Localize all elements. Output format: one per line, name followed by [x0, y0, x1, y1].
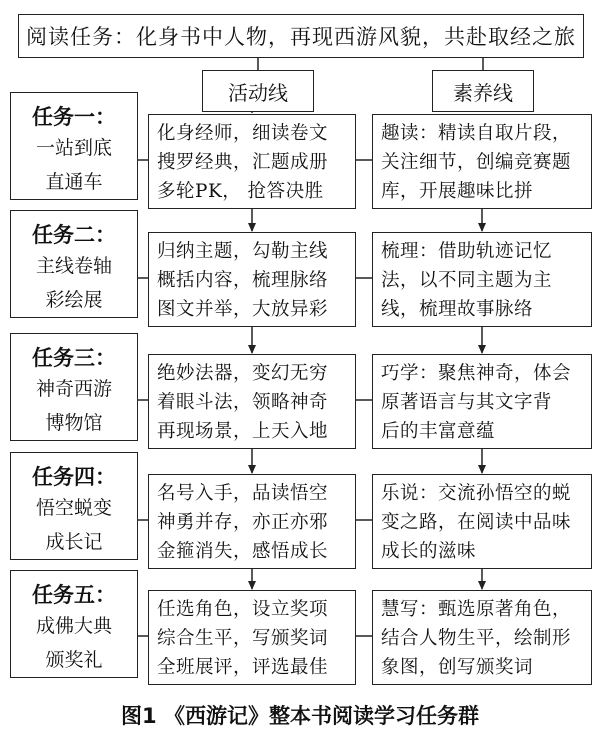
activity-line-header [202, 70, 314, 112]
task-2-subtitle-line-2: 彩绘展 [45, 289, 103, 311]
task-2-box [10, 210, 138, 318]
task-1-activity-line-2: 搜罗经典，汇题成册 [157, 152, 329, 173]
task-5-literacy-line-2: 结合人物生平，绘制形 [381, 628, 572, 649]
task-2-activity-line-3: 图文并举，大放异彩 [157, 299, 329, 320]
task-1-activity-line-3: 多轮PK， 抢答决胜 [157, 181, 324, 202]
reading-task-title: 阅读任务：化身书中人物，再现西游风貌，共赴取经之旅 [26, 25, 576, 49]
task-5-name: 任务五： [32, 583, 116, 607]
task-1-name: 任务一： [32, 105, 116, 129]
task-4-literacy-line-2: 变之路，在阅读中品味 [381, 512, 572, 533]
task-2-subtitle-line-1: 主线卷轴 [35, 255, 112, 277]
task-2-literacy-line-1: 梳理：借助轨迹记忆 [381, 241, 553, 262]
task-1-literacy-line-3: 库，开展趣味比拼 [381, 181, 534, 202]
literacy-line-label: 素养线 [453, 80, 513, 105]
task-4-activity-box [148, 474, 356, 569]
task-1-literacy-line-1: 趣读：精读自取片段， [381, 123, 572, 144]
task-2-activity-line-1: 归纳主题，勾勒主线 [157, 241, 329, 262]
task-5-subtitle-line-1: 成佛大典 [35, 615, 112, 637]
task-3-subtitle-line-2: 博物馆 [45, 412, 103, 434]
task-1-literacy-box [372, 114, 592, 209]
task-1-box [10, 92, 138, 200]
task-5-literacy-box [372, 590, 592, 685]
task-1-subtitle-line-2: 直通车 [45, 171, 103, 193]
task-3-subtitle-line-1: 神奇西游 [35, 378, 112, 400]
task-4-literacy-line-3: 成长的滋味 [381, 541, 477, 562]
task-5-literacy-line-1: 慧写：甄选原著角色， [381, 599, 572, 620]
task-3-box [10, 333, 138, 441]
literacy-line-header [432, 70, 534, 112]
task-3-literacy-box [372, 354, 592, 449]
task-2-literacy-line-2: 法，以不同主题为主 [381, 270, 553, 291]
task-1-activity-line-1: 化身经师，细读卷文 [157, 123, 329, 144]
reading-task-title-box [18, 14, 584, 58]
task-5-activity-line-3: 全班展评，评选最佳 [157, 657, 329, 678]
activity-line-label: 活动线 [228, 80, 288, 105]
task-4-name: 任务四： [32, 465, 116, 489]
task-3-activity-line-3: 再现场景，上天入地 [157, 421, 329, 442]
task-3-name: 任务三： [32, 346, 116, 370]
task-4-literacy-line-1: 乐说：交流孙悟空的蜕 [381, 483, 572, 504]
task-3-activity-box [148, 354, 356, 449]
task-3-literacy-line-2: 原著语言与其文字背 [381, 392, 553, 413]
task-4-subtitle-line-2: 成长记 [45, 531, 103, 553]
task-5-activity-line-1: 任选角色，设立奖项 [157, 599, 329, 620]
task-2-literacy-line-3: 线，梳理故事脉络 [381, 299, 534, 320]
task-5-activity-line-2: 综合生平，写颁奖词 [157, 628, 329, 649]
task-2-name: 任务二： [32, 223, 116, 247]
task-4-box [10, 452, 138, 560]
task-2-activity-line-2: 概括内容，梳理脉络 [157, 270, 329, 291]
task-4-subtitle-line-1: 悟空蜕变 [35, 497, 112, 519]
task-5-box [10, 570, 138, 678]
task-3-activity-line-2: 着眼斗法，领略神奇 [157, 392, 329, 413]
task-4-literacy-box [372, 474, 592, 569]
task-3-activity-line-1: 绝妙法器，变幻无穷 [157, 363, 329, 384]
task-3-literacy-line-1: 巧学：聚焦神奇，体会 [381, 363, 572, 384]
task-3-literacy-line-3: 后的丰富意蕴 [381, 421, 496, 442]
figure-caption: 图1 《西游记》整本书阅读学习任务群 [121, 704, 479, 728]
task-5-literacy-line-3: 象图，创写颁奖词 [381, 657, 534, 678]
task-1-literacy-line-2: 关注细节，创编竞赛题 [381, 152, 572, 173]
task-4-activity-line-2: 神勇并存，亦正亦邪 [157, 512, 329, 533]
task-4-activity-line-1: 名号入手，品读悟空 [157, 483, 329, 504]
task-5-subtitle-line-2: 颁奖礼 [45, 649, 103, 671]
task-2-activity-box [148, 232, 356, 327]
task-1-activity-box [148, 114, 356, 209]
task-2-literacy-box [372, 232, 592, 327]
task-5-activity-box [148, 590, 356, 685]
task-1-subtitle-line-1: 一站到底 [35, 137, 112, 159]
task-4-activity-line-3: 金箍消失，感悟成长 [157, 541, 329, 562]
